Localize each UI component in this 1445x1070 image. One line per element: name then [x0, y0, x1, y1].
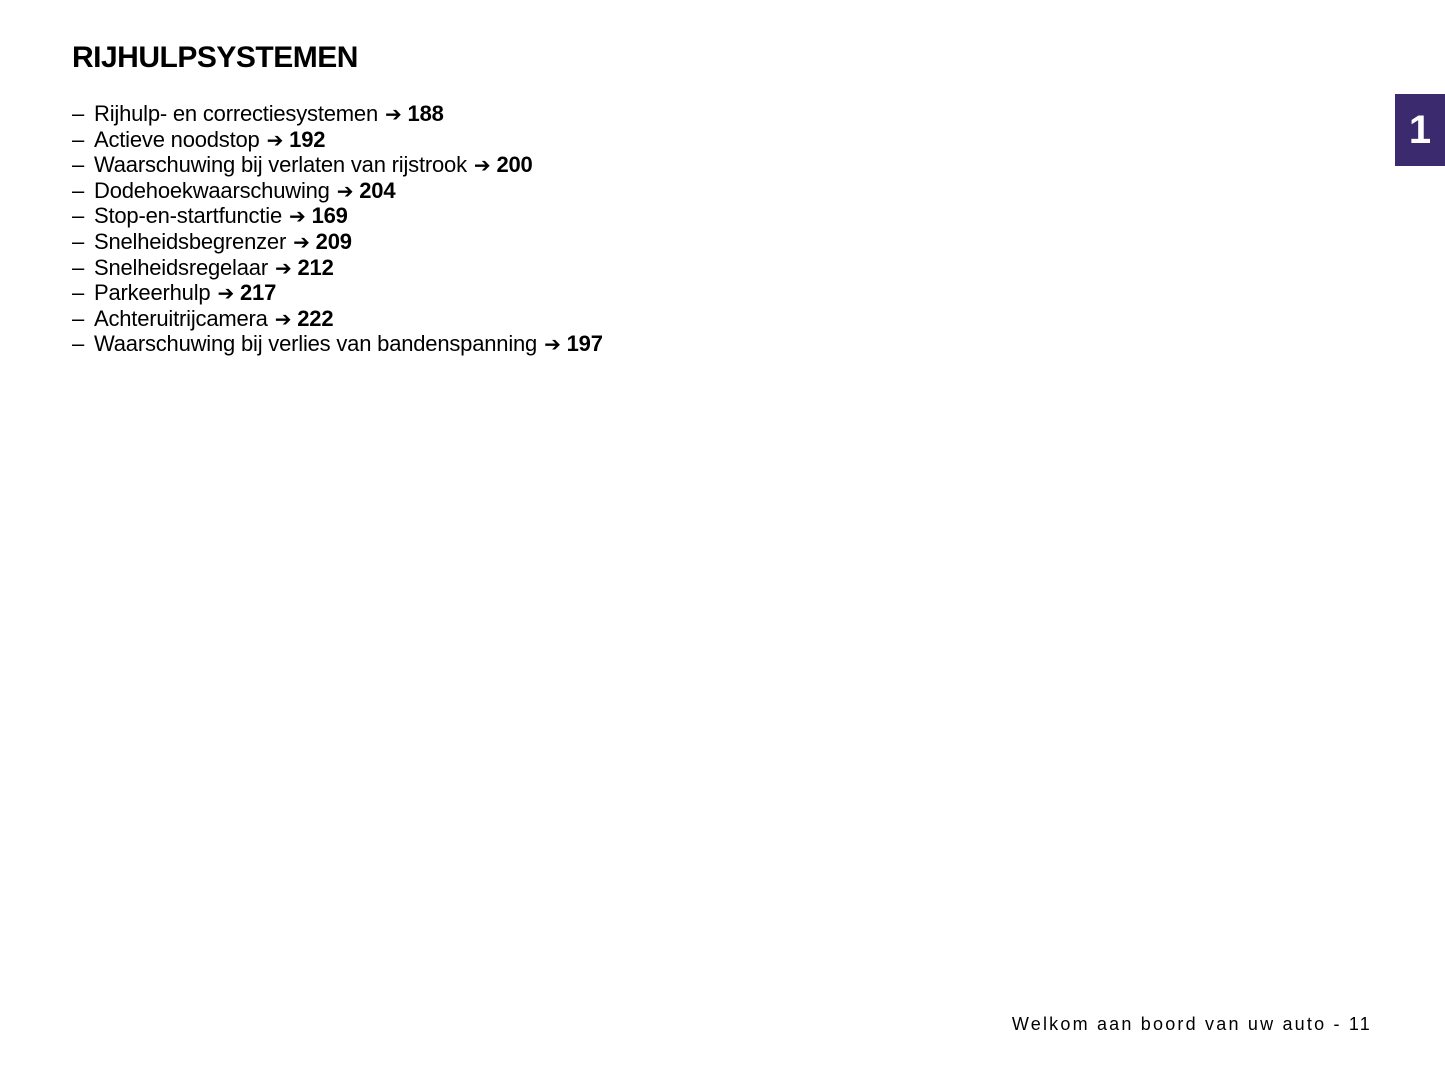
arrow-right-icon: ➔ — [293, 231, 310, 254]
toc-item[interactable] — [72, 178, 603, 204]
arrow-right-icon: ➔ — [217, 283, 234, 306]
toc-item[interactable] — [72, 203, 603, 229]
toc-list — [72, 101, 603, 357]
arrow-right-icon: ➔ — [384, 104, 402, 126]
dash-bullet: – — [72, 305, 85, 331]
toc-item-label: Waarschuwing bij verlies van bandenspanning — [94, 331, 538, 357]
chapter-tab[interactable]: 1 — [1395, 94, 1445, 166]
arrow-right-icon: ➔ — [289, 206, 306, 229]
dash-bullet: – — [72, 280, 85, 306]
toc-page-link[interactable]: 192 — [289, 126, 326, 152]
toc-page-link[interactable]: 209 — [315, 228, 352, 254]
dash-bullet: – — [72, 254, 85, 280]
toc-item-label: Parkeerhulp — [94, 280, 211, 306]
page-footer: Welkom aan boord van uw auto - 11 — [1011, 1014, 1372, 1034]
toc-item-label: Rijhulp- en correctiesystemen — [94, 101, 378, 126]
dash-bullet: – — [72, 228, 85, 254]
arrow-right-icon: ➔ — [544, 334, 561, 357]
toc-page-link[interactable]: 169 — [311, 203, 348, 229]
toc-item[interactable] — [72, 127, 603, 153]
toc-item-label: Achteruitrijcamera — [94, 305, 268, 331]
toc-item-label: Waarschuwing bij verlaten van rijstrook — [94, 152, 467, 178]
dash-bullet: – — [72, 331, 85, 357]
toc-item[interactable] — [72, 152, 603, 178]
dash-bullet: – — [72, 101, 85, 126]
arrow-right-icon: ➔ — [473, 155, 491, 178]
toc-page-link[interactable]: 197 — [566, 331, 603, 357]
arrow-right-icon: ➔ — [274, 257, 292, 280]
toc-item[interactable] — [72, 101, 603, 127]
toc-item[interactable] — [72, 255, 603, 281]
toc-item-label: Snelheidsregelaar — [94, 254, 268, 280]
toc-item[interactable] — [72, 331, 603, 357]
toc-item[interactable] — [72, 229, 603, 255]
toc-item[interactable] — [72, 306, 603, 332]
dash-bullet: – — [72, 126, 85, 152]
arrow-right-icon: ➔ — [274, 308, 292, 331]
toc-page-link[interactable]: 217 — [240, 280, 277, 306]
toc-page-link[interactable]: 204 — [359, 177, 396, 203]
arrow-right-icon: ➔ — [336, 180, 354, 203]
dash-bullet: – — [72, 203, 85, 229]
dash-bullet: – — [72, 177, 85, 203]
toc-item-label: Actieve noodstop — [94, 126, 260, 152]
toc-page-link[interactable]: 200 — [496, 152, 533, 178]
page-title: RIJHULPSYSTEMEN — [72, 41, 358, 74]
toc-page-link[interactable]: 188 — [407, 101, 444, 126]
toc-item[interactable] — [72, 280, 603, 306]
toc-item-label: Stop-en-startfunctie — [94, 203, 282, 229]
toc-page-link[interactable]: 222 — [297, 305, 334, 331]
toc-item-label: Dodehoekwaarschuwing — [94, 177, 330, 203]
arrow-right-icon: ➔ — [266, 129, 284, 152]
dash-bullet: – — [72, 152, 85, 178]
toc-page-link[interactable]: 212 — [297, 254, 334, 280]
toc-item-label: Snelheidsbegrenzer — [94, 228, 287, 254]
